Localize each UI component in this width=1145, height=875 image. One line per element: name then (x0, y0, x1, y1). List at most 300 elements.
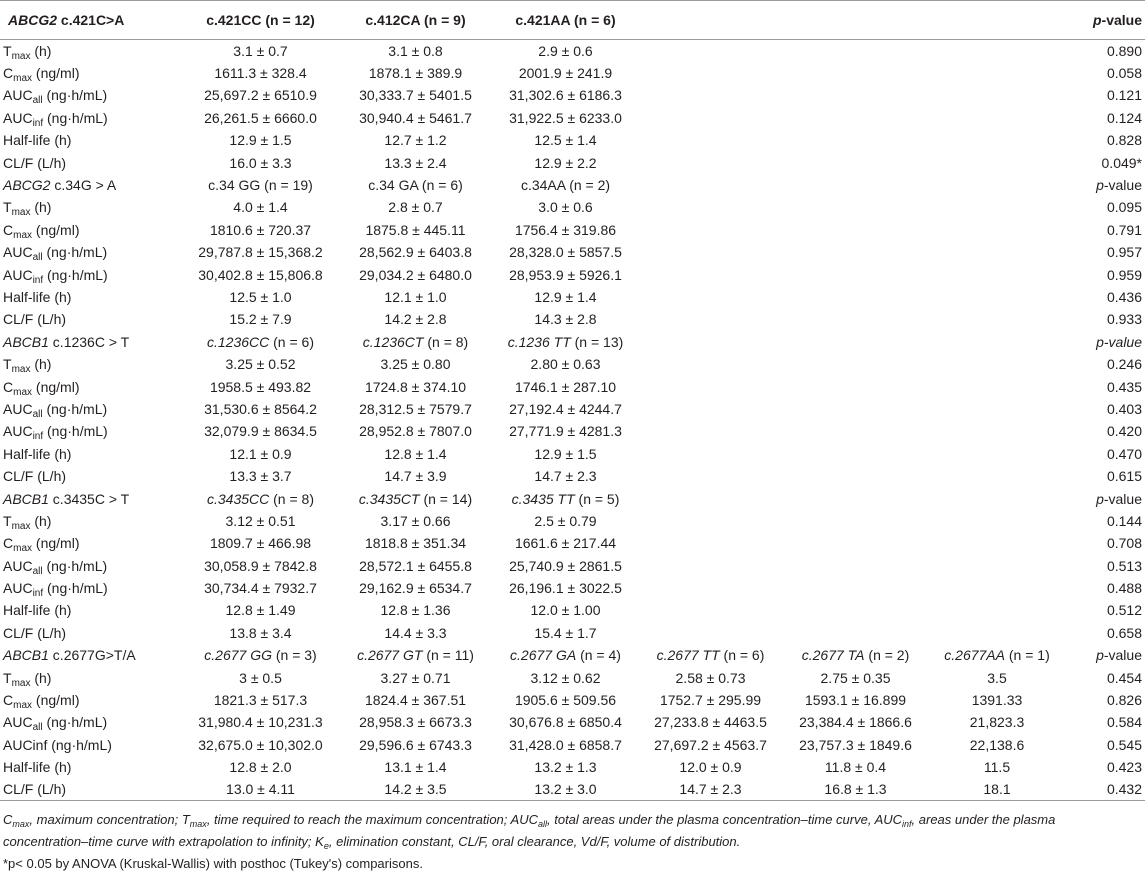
parameter-label (0, 577, 183, 599)
value-cell: 4.0 ± 1.4 (233, 199, 288, 216)
value-cell: 11.5 (983, 759, 1011, 776)
parameter-label (0, 398, 183, 420)
parameter-main: AUC (3, 557, 33, 574)
table-row (0, 196, 1145, 218)
pvalue-cell: 0.890 (1106, 42, 1142, 59)
table-row (0, 532, 1145, 554)
value-cell: 1756.4 ± 319.86 (514, 221, 617, 238)
table-body (0, 40, 1145, 801)
value-cell: 1958.5 ± 493.82 (209, 378, 312, 395)
value-cell (638, 241, 783, 263)
parameter-label (0, 778, 183, 800)
pvalue-cell: 0.423 (1106, 759, 1142, 776)
pvalue-cell: 0.124 (1106, 109, 1142, 126)
value-cell: 13.1 ± 1.4 (384, 759, 447, 776)
variant-name: c.3435C > T (48, 490, 130, 507)
header-empty-4 (638, 1, 783, 40)
value-cell (638, 107, 783, 129)
section-header-row (0, 644, 1145, 666)
footnote-text: , maximum concentration; T (29, 812, 190, 828)
genotype-italic: c.3435CC (206, 490, 270, 507)
parameter-subscript: inf (32, 431, 44, 443)
genotype-group (493, 331, 638, 353)
value-cell (783, 219, 928, 241)
value-cell: 3.25 ± 0.52 (225, 356, 296, 373)
header-pvalue: p-value (1066, 1, 1145, 40)
genotype-italic: c.1236CT (362, 333, 424, 350)
value-cell (928, 107, 1066, 129)
value-cell (783, 577, 928, 599)
genotype-group (493, 644, 638, 666)
value-cell: 26,196.1 ± 3022.5 (509, 580, 622, 597)
table-row (0, 689, 1145, 711)
parameter-label (0, 219, 183, 241)
parameter-subscript: all (32, 95, 43, 107)
value-cell (928, 219, 1066, 241)
footnote-line-significance: *p< 0.05 by ANOVA (Kruskal-Wallis) with posthoc (Tukey's) comparisons. (3, 856, 423, 872)
value-cell: 27,233.8 ± 4463.5 (654, 714, 767, 731)
parameter-unit: (h) (30, 669, 52, 686)
value-cell: 1810.6 ± 720.37 (209, 221, 312, 238)
value-cell (638, 465, 783, 487)
table-row (0, 756, 1145, 778)
parameter-main: C (3, 221, 14, 238)
header-empty-6 (928, 1, 1066, 40)
value-cell (928, 286, 1066, 308)
genotype-count: (n = 6) (418, 177, 463, 194)
value-cell: 15.2 ± 7.9 (229, 311, 292, 328)
parameter-main: T (3, 512, 12, 529)
parameter-main: Half-life (h) (3, 602, 72, 619)
value-cell: 12.5 ± 1.0 (229, 288, 292, 305)
value-cell (783, 308, 928, 330)
section-header-row (0, 487, 1145, 509)
parameter-label (0, 532, 183, 554)
value-cell: 12.1 ± 1.0 (384, 288, 447, 305)
value-cell (928, 196, 1066, 218)
value-cell (783, 62, 928, 84)
value-cell: 31,980.4 ± 10,231.3 (198, 714, 323, 731)
parameter-label (0, 554, 183, 576)
value-cell: 28,958.3 ± 6673.3 (359, 714, 472, 731)
value-cell (783, 599, 928, 621)
parameter-subscript: all (32, 722, 43, 734)
parameter-main: AUC (3, 244, 33, 261)
genotype-count: (n = 13) (570, 333, 624, 350)
value-cell (638, 263, 783, 285)
genotype-group (638, 174, 783, 196)
pvalue-italic: p (1096, 647, 1104, 664)
table-row (0, 286, 1145, 308)
footnote-text: , areas under the plasma (911, 812, 1056, 828)
value-cell (638, 443, 783, 465)
value-cell: 29,162.9 ± 6534.7 (359, 580, 472, 597)
value-cell (783, 196, 928, 218)
genotype-count: (n = 19) (260, 177, 313, 194)
footnote-text: concentration–time curve with extrapolation to infinity; K (3, 834, 324, 850)
table-row (0, 666, 1145, 688)
table-footnote (0, 801, 1145, 875)
parameter-unit: (h) (30, 199, 52, 216)
genotype-count: (n = 14) (419, 490, 473, 507)
genotype-plain: c.34 GG (208, 177, 261, 194)
parameter-subscript: max (13, 229, 33, 241)
value-cell (783, 420, 928, 442)
value-cell: 12.1 ± 0.9 (229, 445, 292, 462)
value-cell (638, 196, 783, 218)
pvalue-cell: 0.708 (1106, 535, 1142, 552)
variant-label (0, 174, 183, 196)
value-cell (928, 577, 1066, 599)
table-row (0, 510, 1145, 532)
parameter-unit: (ng·h/mL) (43, 580, 108, 597)
variant-label (0, 644, 183, 666)
genotype-group (783, 331, 928, 353)
genotype-count: (n = 3) (271, 647, 317, 664)
value-cell: 14.7 ± 2.3 (638, 778, 783, 800)
value-cell (928, 40, 1066, 62)
value-cell: 1724.8 ± 374.10 (364, 378, 467, 395)
value-cell (783, 510, 928, 532)
genotype-count: (n = 2) (565, 177, 611, 194)
value-cell (783, 375, 928, 397)
parameter-main: AUC (3, 580, 33, 597)
header-variant: ABCG2 c.421C>A (0, 1, 183, 40)
parameter-main: T (3, 42, 12, 59)
value-cell: 14.2 ± 3.5 (338, 778, 493, 800)
value-cell: 32,079.9 ± 8634.5 (204, 423, 317, 440)
parameter-subscript: max (11, 520, 31, 532)
value-cell: 12.9 ± 1.5 (534, 445, 597, 462)
genotype-group (338, 644, 493, 666)
parameter-main: CL/F (L/h) (3, 468, 67, 485)
genotype-italic: c.2677 GT (357, 647, 423, 664)
value-cell: 12.9 ± 2.2 (534, 154, 597, 171)
table-row (0, 308, 1145, 330)
genotype-group (183, 644, 338, 666)
pvalue-cell: 0.432 (1066, 778, 1145, 800)
value-cell: 28,328.0 ± 5857.5 (509, 244, 622, 261)
parameter-unit: (ng/ml) (32, 535, 80, 552)
genotype-italic: c.2677 GA (510, 647, 577, 664)
pvalue-cell: 0.436 (1106, 288, 1142, 305)
parameter-unit: (ng/ml) (32, 65, 80, 82)
genotype-group (638, 331, 783, 353)
genotype-count: (n = 8) (269, 490, 314, 507)
value-cell: 29,787.8 ± 15,368.2 (198, 244, 323, 261)
parameter-subscript: all (32, 252, 43, 264)
genotype-count: (n = 6) (719, 647, 765, 664)
value-cell: 31,428.0 ± 6858.7 (509, 736, 622, 753)
value-cell (928, 241, 1066, 263)
value-cell: 27,771.9 ± 4281.3 (509, 423, 622, 440)
value-cell (783, 129, 928, 151)
parameter-label (0, 62, 183, 84)
pvalue-italic: p (1096, 490, 1104, 507)
variant-name: c.2677G>T/A (48, 647, 136, 664)
pvalue-cell: 0.512 (1106, 602, 1142, 619)
pvalue-rest: -value (1103, 647, 1142, 664)
parameter-main: AUC (3, 400, 33, 417)
table-row (0, 353, 1145, 375)
value-cell: 1905.6 ± 509.56 (514, 692, 617, 709)
parameter-main: CL/F (L/h) (3, 154, 67, 171)
value-cell: 12.8 ± 2.0 (229, 759, 292, 776)
parameter-label (0, 666, 183, 688)
pvalue-cell: 0.513 (1106, 557, 1142, 574)
value-cell (638, 219, 783, 241)
table-row (0, 40, 1145, 62)
table-header-row (0, 1, 1145, 40)
parameter-subscript: max (13, 386, 33, 398)
footnote-subscript: inf (902, 819, 912, 830)
parameter-unit: (ng·h/mL) (42, 244, 108, 261)
value-cell (783, 398, 928, 420)
pvalue-cell: 0.828 (1106, 132, 1142, 149)
pvalue-label (1066, 487, 1145, 509)
value-cell (928, 129, 1066, 151)
value-cell: 27,192.4 ± 4244.7 (509, 400, 622, 417)
value-cell: 22,138.6 (969, 736, 1025, 753)
footnote-text: , total areas under the plasma concentration–time curve, AUC (547, 812, 903, 828)
parameter-main: CL/F (L/h) (3, 311, 67, 328)
parameter-subscript: max (13, 73, 33, 85)
genotype-group (493, 487, 638, 509)
value-cell: 27,697.2 ± 4563.7 (654, 736, 767, 753)
value-cell: 26,261.5 ± 6660.0 (204, 109, 317, 126)
table-row (0, 577, 1145, 599)
value-cell (638, 599, 783, 621)
value-cell (783, 353, 928, 375)
value-cell (783, 622, 928, 644)
genotype-italic: c.1236 TT (507, 333, 571, 350)
value-cell: 2.58 ± 0.73 (675, 669, 746, 686)
header-group-1: c.421CC (n = 12) (183, 1, 338, 40)
value-cell: 30,940.4 ± 5461.7 (359, 109, 472, 126)
pvalue-cell: 0.095 (1106, 199, 1142, 216)
pvalue-cell: 0.488 (1106, 580, 1142, 597)
genotype-italic: c.3435 TT (511, 490, 575, 507)
table-row (0, 219, 1145, 241)
parameter-subscript: max (11, 677, 31, 689)
parameter-main: AUC (3, 714, 33, 731)
parameter-subscript: max (11, 364, 31, 376)
pvalue-italic: p-value (1096, 333, 1142, 350)
value-cell: 13.2 ± 1.3 (534, 759, 597, 776)
pvalue-cell: 0.454 (1106, 669, 1142, 686)
value-cell: 3.25 ± 0.80 (380, 356, 451, 373)
header-group-2: c.412CA (n = 9) (338, 1, 493, 40)
value-cell: 30,058.9 ± 7842.8 (204, 557, 317, 574)
value-cell (638, 622, 783, 644)
parameter-main: AUC (3, 109, 33, 126)
parameter-main: Half-life (h) (3, 445, 72, 462)
value-cell: 3.12 ± 0.51 (225, 512, 296, 529)
value-cell: 1593.1 ± 16.899 (804, 692, 907, 709)
parameter-label (0, 129, 183, 151)
genotype-count: (n = 2) (864, 647, 910, 664)
gene-name: ABCG2 (3, 177, 51, 194)
pvalue-cell: 0.826 (1106, 692, 1142, 709)
value-cell: 1824.4 ± 367.51 (364, 692, 467, 709)
table-row (0, 263, 1145, 285)
parameter-label (0, 196, 183, 218)
value-cell (928, 62, 1066, 84)
parameter-label (0, 465, 183, 487)
parameter-main: CL/F (L/h) (3, 781, 67, 798)
genotype-italic: c.2677 TA (801, 647, 865, 664)
parameter-label (0, 286, 183, 308)
value-cell (783, 532, 928, 554)
value-cell (783, 286, 928, 308)
footnote-text: C (3, 812, 13, 828)
value-cell: 2001.9 ± 241.9 (518, 65, 613, 82)
parameter-subscript: max (11, 50, 31, 62)
value-cell: 32,675.0 ± 10,302.0 (198, 736, 323, 753)
parameter-subscript: all (32, 565, 43, 577)
pvalue-cell: 0.403 (1106, 400, 1142, 417)
parameter-label (0, 689, 183, 711)
genotype-group (338, 331, 493, 353)
genotype-group (783, 487, 928, 509)
value-cell: 1809.7 ± 466.98 (209, 535, 312, 552)
parameter-label (0, 510, 183, 532)
parameter-subscript: max (11, 207, 31, 219)
value-cell: 12.8 ± 1.49 (225, 602, 296, 619)
parameter-unit: (ng·h/mL) (43, 266, 108, 283)
table-row (0, 129, 1145, 151)
value-cell: 3.27 ± 0.71 (380, 669, 451, 686)
value-cell: 30,734.4 ± 7932.7 (204, 580, 317, 597)
value-cell (638, 532, 783, 554)
header-empty-5 (783, 1, 928, 40)
value-cell (638, 353, 783, 375)
value-cell: 14.3 ± 2.8 (534, 311, 597, 328)
parameter-label (0, 263, 183, 285)
value-cell: 30,333.7 ± 5401.5 (359, 87, 472, 104)
value-cell (638, 151, 783, 173)
value-cell (783, 554, 928, 576)
value-cell (783, 84, 928, 106)
table-row (0, 375, 1145, 397)
pvalue-cell: 0.420 (1106, 423, 1142, 440)
value-cell: 21,823.3 (969, 714, 1025, 731)
value-cell (783, 465, 928, 487)
genotype-group (928, 644, 1066, 666)
value-cell: 3.12 ± 0.62 (530, 669, 601, 686)
value-cell: 30,402.8 ± 15,806.8 (198, 266, 323, 283)
parameter-main: AUCinf (ng·h/mL) (3, 736, 112, 753)
value-cell: 13.3 ± 2.4 (384, 154, 447, 171)
genotype-group (928, 331, 1066, 353)
value-cell: 14.7 ± 3.9 (384, 468, 447, 485)
genotype-count: (n = 4) (576, 647, 621, 664)
value-cell: 15.4 ± 1.7 (534, 624, 597, 641)
parameter-label (0, 711, 183, 733)
genotype-italic: c.3435CT (358, 490, 420, 507)
genotype-count: (n = 6) (269, 333, 314, 350)
value-cell: 3.1 ± 0.8 (388, 42, 443, 59)
pvalue-rest: -value (1103, 177, 1142, 194)
parameter-main: T (3, 356, 12, 373)
section-header-row (0, 174, 1145, 196)
parameter-label (0, 107, 183, 129)
value-cell (928, 398, 1066, 420)
value-cell: 13.8 ± 3.4 (229, 624, 292, 641)
value-cell (638, 577, 783, 599)
parameter-unit: (h) (30, 42, 52, 59)
value-cell (638, 308, 783, 330)
value-cell: 1818.8 ± 351.34 (364, 535, 467, 552)
value-cell (638, 375, 783, 397)
value-cell (928, 308, 1066, 330)
value-cell (783, 151, 928, 173)
footnote-line-abbreviations (3, 809, 1145, 831)
genotype-count: (n = 8) (423, 333, 469, 350)
value-cell (928, 263, 1066, 285)
parameter-unit: (ng·h/mL) (43, 109, 108, 126)
pvalue-rest: -value (1103, 490, 1142, 507)
value-cell: 3.17 ± 0.66 (380, 512, 451, 529)
value-cell (638, 286, 783, 308)
gene-name: ABCB1 (3, 490, 49, 507)
genotype-group (783, 174, 928, 196)
table-row (0, 62, 1145, 84)
genotype-count: (n = 1) (1004, 647, 1050, 664)
value-cell (928, 465, 1066, 487)
parameter-unit: (ng·h/mL) (42, 714, 108, 731)
variant-name: c.34G > A (50, 177, 117, 194)
table-row (0, 734, 1145, 756)
pvalue-cell: 0.933 (1106, 311, 1142, 328)
value-cell: 28,952.8 ± 7807.0 (359, 423, 472, 440)
value-cell: 1821.3 ± 517.3 (213, 692, 308, 709)
value-cell: 1752.7 ± 295.99 (659, 692, 762, 709)
footnote-subscript: max (12, 819, 30, 830)
parameter-main: Half-life (h) (3, 759, 72, 776)
parameter-label (0, 443, 183, 465)
genotype-group (338, 487, 493, 509)
parameter-subscript: all (32, 408, 43, 420)
parameter-unit: (h) (30, 512, 52, 529)
value-cell (638, 129, 783, 151)
value-cell: 23,757.3 ± 1849.6 (799, 736, 912, 753)
genotype-plain: c.34AA (520, 177, 566, 194)
parameter-main: C (3, 65, 14, 82)
value-cell: 28,312.5 ± 7579.7 (359, 400, 472, 417)
value-cell: 3.1 ± 0.7 (233, 42, 288, 59)
value-cell (783, 443, 928, 465)
parameter-label (0, 599, 183, 621)
value-cell: 12.9 ± 1.5 (229, 132, 292, 149)
value-cell (928, 599, 1066, 621)
value-cell: 31,922.5 ± 6233.0 (509, 109, 622, 126)
value-cell: 12.0 ± 1.00 (530, 602, 601, 619)
value-cell: 23,384.4 ± 1866.6 (799, 714, 912, 731)
parameter-label (0, 622, 183, 644)
parameter-label (0, 151, 183, 173)
header-group-3: c.421AA (n = 6) (493, 1, 638, 40)
section-header-row (0, 331, 1145, 353)
variant-label (0, 487, 183, 509)
parameter-main: Half-life (h) (3, 288, 72, 305)
genotype-group (183, 174, 338, 196)
value-cell: 3.0 ± 0.6 (538, 199, 593, 216)
genotype-group (783, 644, 928, 666)
value-cell: 14.4 ± 3.3 (384, 624, 447, 641)
value-cell (638, 510, 783, 532)
parameter-subscript: inf (32, 274, 44, 286)
